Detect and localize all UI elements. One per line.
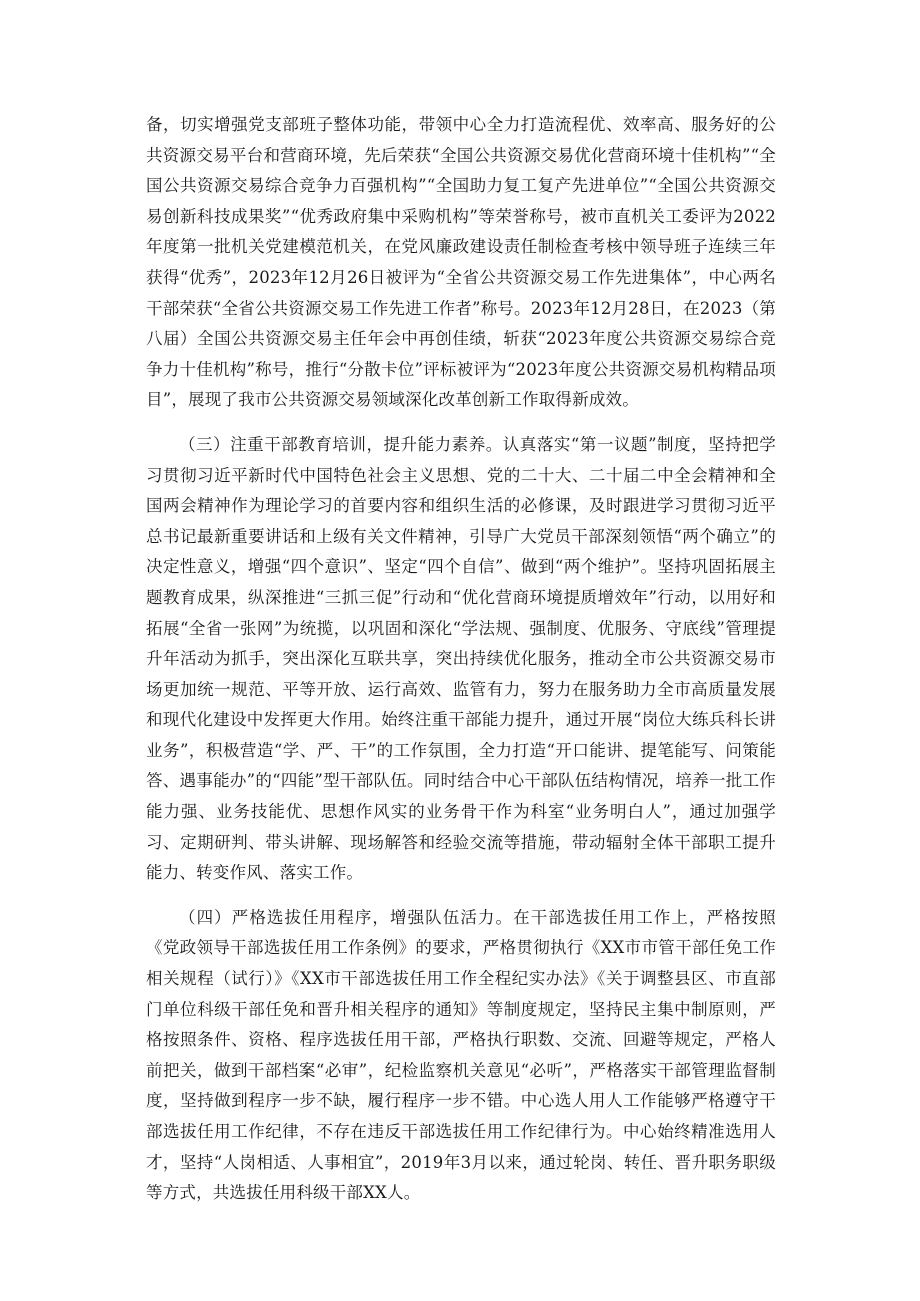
document-body <box>146 110 776 1209</box>
paragraph-continuation: 备，切实增强党支部班子整体功能，带领中心全力打造流程优、效率高、服务好的公共资源交易平台和营商环境，先后荣获“全国公共资源交易优化营商环境十佳机构”“全国公共资源交易综合竞争力百强机构”“全国助力复工复产先进单位”“全国公共资源交易创新科技成果奖”“优秀政府集中采购机构”等荣誉称号，被市直机关工委评为2022年度第一批机关党建模范机关，在党风廉政建设责任制检查考核中领导班子连续三年获得“优秀”，2023年12月26日被评为“全省公共资源交易工作先进集体”，中心两名干部荣获“全省公共资源交易工作先进工作者”称号。2023年12月28日，在2023（第八届）全国公共资源交易主任年会中再创佳绩，斩获“2023年度公共资源交易综合竞争力十佳机构”称号，推行“分散卡位”评标被评为“2023年度公共资源交易机构精品项目”，展现了我市公共资源交易领域深化改革创新工作取得新成效。 <box>146 115 776 410</box>
paragraph-section-4-cadre-selection: （四）严格选拔任用程序，增强队伍活力。在干部选拔任用工作上，严格按照《党政领导干部选拔任用工作条例》的要求，严格贯彻执行《XX市市管干部任免工作相关规程（试行）》《XX市干部选拔任用工作全程纪实办法》《关于调整县区、市直部门单位科级干部任免和晋升相关程序的通知》等制度规定，坚持民主集中制原则，严格按照条件、资格、程序选拔任用干部，严格执行职数、交流、回避等规定，严格人前把关，做到干部档案“必审”，纪检监察机关意见“必听”，严格落实干部管理监督制度，坚持做到程序一步不缺，履行程序一步不错。中心选人用人工作能够严格遵守干部选拔任用工作纪律，不存在违反干部选拔任用工作纪律行为。中心始终精准选用人才，坚持“人岗相适、人事相宜”，2019年3月以来，通过轮岗、转任、晋升职务职级等方式，共选拔任用科级干部XX人。 <box>146 907 776 1203</box>
paragraph-section-3-cadre-training: （三）注重干部教育培训，提升能力素养。认真落实“第一议题”制度，坚持把学习贯彻习近平新时代中国特色社会主义思想、党的二十大、二十届二中全会精神和全国两会精神作为理论学习的首要内容和组织生活的必修课，及时跟进学习贯彻习近平总书记最新重要讲话和上级有关文件精神，引导广大党员干部深刻领悟“两个确立”的决定性意义，增强“四个意识”、坚定“四个自信”、做到“两个维护”。坚持巩固拓展主题教育成果，纵深推进“三抓三促”行动和“优化营商环境提质增效年”行动，以用好和拓展“全省一张网”为统揽，以巩固和深化“学法规、强制度、优服务、守底线”管理提升年活动为抓手，突出深化互联共享，突出持续优化服务，推动全市公共资源交易市场更加统一规范、平等开放、运行高效、监管有力，努力在服务助力全市高质量发展和现代化建设中发挥更大作用。始终注重干部能力提升，通过开展“岗位大练兵科长讲业务”，积极营造“学、严、干”的工作氛围，全力打造“开口能讲、提笔能写、问策能答、遇事能办”的“四能”型干部队伍。同时结合中心干部队伍结构情况，培养一批工作能力强、业务技能优、思想作风实的业务骨干作为科室“业务明白人”，通过加强学习、定期研判、带头讲解、现场解答和经验交流等措施，带动辐射全体干部职工提升能力、转变作风、落实工作。 <box>146 434 776 883</box>
